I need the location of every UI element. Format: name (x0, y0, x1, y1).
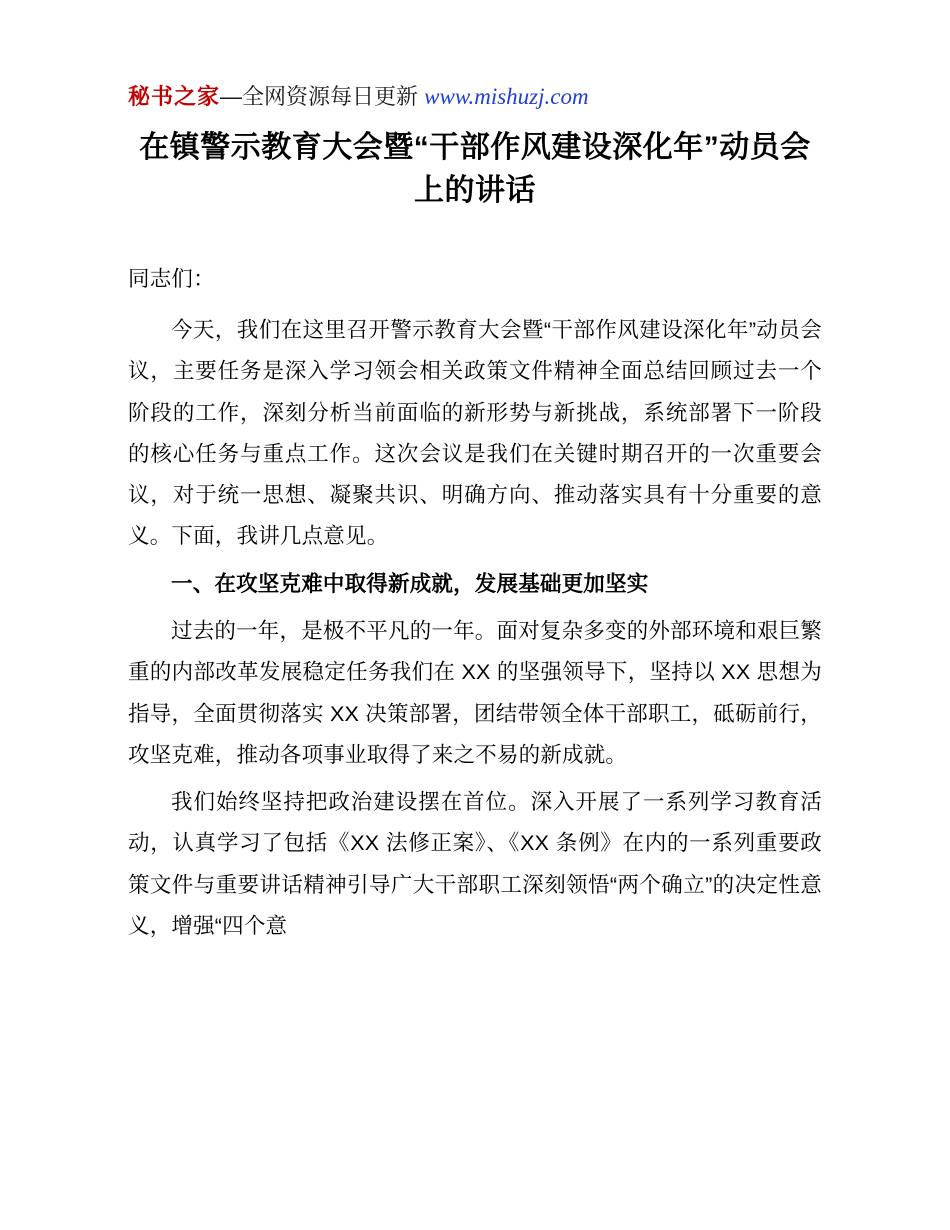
paragraph-intro: 今天，我们在这里召开警示教育大会暨“干部作风建设深化年”动员会议，主要任务是深入学习领会相关政策文件精神全面总结回顾过去一个阶段的工作，深刻分析当前面临的新形势与新挑战，系统部署下一阶段的核心任务与重点工作。这次会议是我们在关键时期召开的一次重要会议，对于统一思想、凝聚共识、明确方向、推动落实具有十分重要的意义。下面，我讲几点意见。 (128, 318, 822, 549)
document-body (128, 259, 822, 953)
section-heading-1: 一、在攻坚克难中取得新成就，发展基础更加坚实 (171, 571, 649, 596)
page-title: 在镇警示教育大会暨“干部作风建设深化年”动员会上的讲话 (139, 130, 811, 208)
paragraph-section1-1: 过去的一年，是极不平凡的一年。面对复杂多变的外部环境和艰巨繁重的内部改革发展稳定任务我们在 XX 的坚强领导下，坚持以 XX 思想为指导，全面贯彻落实 XX 决策部署，团结带领全体干部职工，砥砺前行，攻坚克难，推动各项事业取得了来之不易的新成就。 (128, 619, 823, 767)
watermark-url[interactable]: www.mishuzj.com (424, 84, 589, 109)
salutation: 同志们： (128, 266, 215, 291)
watermark-tagline: —全网资源每日更新 (220, 84, 419, 109)
site-watermark (128, 82, 822, 112)
paragraph-section1-2: 我们始终坚持把政治建设摆在首位。深入开展了一系列学习教育活动，认真学习了包括《XX 法修正案》、《XX 条例》在内的一系列重要政策文件与重要讲话精神引导广大干部职工深刻领悟“两个确立”的决定性意义，增强“四个意 (128, 790, 822, 938)
watermark-brand: 秘书之家 (128, 84, 221, 109)
paragraph-clipped-wrapper (128, 782, 822, 953)
